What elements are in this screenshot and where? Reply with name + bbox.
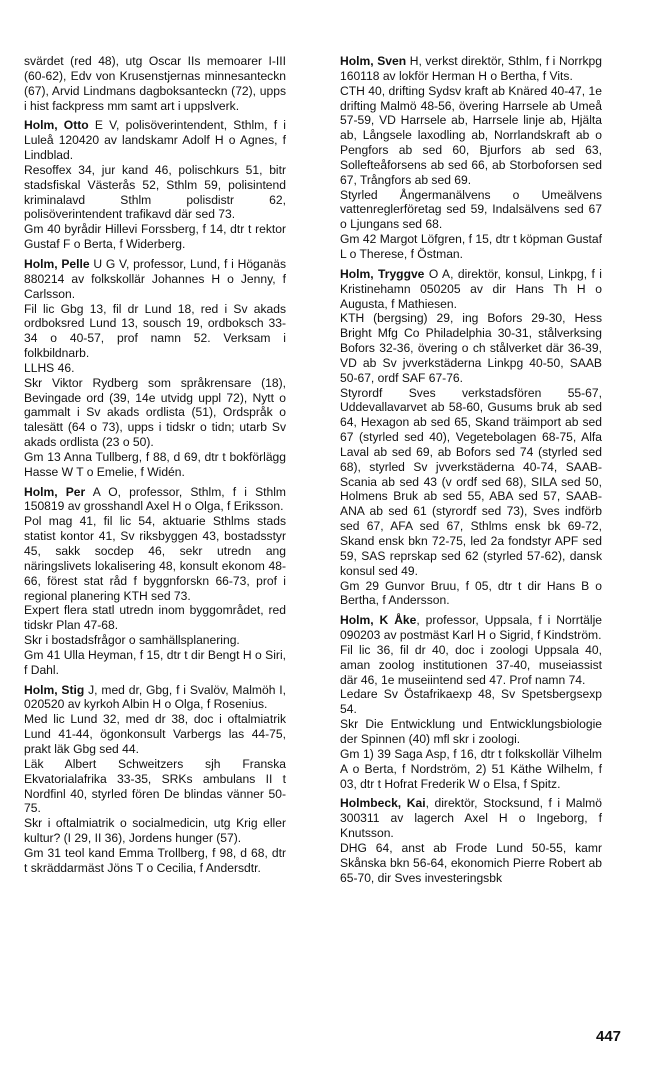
left-column <box>24 54 286 881</box>
entry-lead <box>340 54 602 84</box>
entry-paragraph: Skr i oftalmiatrik o socialmedicin, utg Krig eller kultur? (I 29, II 36), Jordens hunger (57). <box>24 816 286 846</box>
entry-name: Holm, Stig <box>24 682 85 697</box>
entry-paragraph: DHG 64, anst ab Frode Lund 50-55, kamr Skånska bkn 56-64, ekonomich Pierre Robert ab 65-70, dir Sves investeringsbk <box>340 840 602 885</box>
entry-paragraph: Gm 13 Anna Tullberg, f 88, d 69, dtr t bokförlägg Hasse W T o Emelie, f Widén. <box>24 449 286 479</box>
entry-intro: O A, direktör, konsul, Linkpg, f i Kristinehamn 050205 av dir Hans Th H o Augusta, f Mathiesen. <box>340 266 602 311</box>
entry-paragraph: Skr Viktor Rydberg som språkrensare (18), Bevingade ord (39, 14e utvidg uppl 72), Nytt o gammalt i Sv akads ordlista (51), Ordspråk o talesätt (64 o 73), upps i tidskr o tidn; utarb Sv akads ordlista (23 o 50). <box>24 375 286 450</box>
entry-paragraph: LLHS 46. <box>24 360 75 375</box>
entry-paragraph: Gm 29 Gunvor Bruu, f 05, dtr t dir Hans B o Bertha, f Andersson. <box>340 578 602 608</box>
entry-intro: U G V, professor, Lund, f i Höganäs 880214 av folkskollär Johannes H o Jenny, f Carlsson. <box>24 256 286 301</box>
entry-paragraph: svärdet (red 48), utg Oscar IIs memoarer I-III (60-62), Edv von Krusenstjernas minnesanteckn (67), Arvid Lindmans dagboksanteckn (72), upps i hist fackpress mm samt art i uppslverk. <box>24 54 286 113</box>
entry-paragraph: Expert flera statl utredn inom byggområdet, red tidskr Plan 47-68. <box>24 603 286 633</box>
entry-holm-stig <box>24 683 286 876</box>
entry-intro: , professor, Uppsala, f i Norrtälje 090203 av postmäst Karl H o Sigrid, f Kindström. <box>340 613 603 643</box>
entry-paragraph: Gm 42 Margot Löfgren, f 15, dtr t köpman Gustaf L o Therese, f Östman. <box>340 232 602 261</box>
entry-paragraph: Gm 1) 39 Saga Asp, f 16, dtr t folkskollär Vilhelm A o Berta, f Nordström, 2) 51 Käthe Wilhelm, f 03, dtr t Hofrat Frederik W o Elsa, f Spitz. <box>340 746 602 791</box>
entry-lead <box>24 485 286 515</box>
entry-paragraph: Pol mag 41, fil lic 54, aktuarie Sthlms stads statist kontor 41, Sv riksbyggen 43, bostadsstyr 45, sakk socdep 46, sekr utredn ang näringslivets lokalisering 48, konsult ekonom 48-66, förest stat råd f byggnforskn 66-73, prof i regional planering KTH sed 73. <box>24 514 286 603</box>
entry-holm-otto <box>24 118 286 252</box>
entry-paragraph: Skr i bostadsfrågor o samhällsplanering. <box>24 633 240 648</box>
entry-continuation <box>24 54 286 113</box>
entry-name: Holm, Otto <box>24 118 89 133</box>
entry-lead <box>24 683 286 713</box>
entry-paragraph: Läk Albert Schweitzers sjh Franska Ekvatorialafrika 33-35, SRKs ambulans II t Nordfinl 40, styrled fören De blindas vänner 50-75. <box>24 756 286 816</box>
entry-lead <box>340 267 602 312</box>
entry-holm-sven <box>340 54 602 262</box>
entry-paragraph: CTH 40, drifting Sydsv kraft ab Knäred 40-47, 1e drifting Malmö 48-56, övering Harrsele ab Umeå 57-59, VD Harrsele ab, Harrsele linje ab, Hjälta ab, Långsele laxodling ab, Norrlandskraft ab o Pengfors ab sed 60, Bjurfors ab sed 63, Sollefteåforsens ab sed 66, ab Storboforsen sed 67, Trångfors ab sed 69. <box>340 83 602 187</box>
page-number: 447 <box>596 1028 622 1045</box>
entry-intro: J, med dr, Gbg, f i Svalöv, Malmöh I, 020520 av kyrkoh Albin H o Olga, f Rosenius. <box>24 682 286 712</box>
entry-intro: E V, polisöverintendent, Sthlm, f i Luleå 120420 av landskamr Adolf H o Agnes, f Lindblad. <box>24 118 286 163</box>
entry-paragraph: Ledare Sv Östafrikaexp 48, Sv Spetsbergsexp 54. <box>340 687 602 717</box>
entry-holm-per <box>24 485 286 678</box>
entry-name: Holm, Pelle <box>24 256 90 271</box>
entry-holmbeck-kai <box>340 796 602 885</box>
entry-lead <box>24 118 286 163</box>
entry-paragraph: Styrordf Sves verkstadsfören 55-67, Uddevallavarvet ab 58-60, Gusums bruk ab sed 64, Hexagon ab sed 65, Skand träimport ab sed 67 (styrled sed 40), Vegetebolagen 68-75, Alfa Laval ab sed 69, ab Bofors sed 74 (styrled sed 68), styrled Sv jvverkstäderna 40-74, SAAB-Scania ab sed 43 (v ordf sed 68), SILA sed 50, Holmens Bruk ab sed 55, ABA sed 57, SAAB-ANA ab sed 61 (styrordf sed 73), Sves indförb sed 67, AFA sed 67, Sthlms ensk bk 69-72, Skand ensk bkn 72-75, led 2a fondstyr APF sed 59, SAS reprskap sed 62 (styrled 57-62), dansk konsul sed 49. <box>340 385 602 578</box>
entry-lead <box>340 796 602 841</box>
entry-paragraph: Gm 40 byrådir Hillevi Forssberg, f 14, dtr t rektor Gustaf F o Berta, f Widerberg. <box>24 222 286 252</box>
entry-paragraph: KTH (bergsing) 29, ing Bofors 29-30, Hess Bright Mfg Co Philadelphia 30-31, stålverksing Bofors 32-36, övering o ch stålverket där 36-39, VD ab Sv jvverkstäderna Linkpg 40-50, SAAB 50-67, ordf SAF 67-76. <box>340 311 602 385</box>
entry-name: Holm, Tryggve <box>340 266 425 281</box>
entry-name: Holm, Sven <box>340 54 407 68</box>
entry-holm-pelle <box>24 257 286 480</box>
entry-intro: A O, professor, Sthlm, f i Sthlm 150819 av grosshandl Axel H o Olga, f Eriksson. <box>24 484 286 514</box>
entry-name: Holm, Per <box>24 484 86 499</box>
entry-holm-ake <box>340 613 602 791</box>
entry-intro: H, verkst direktör, Sthlm, f i Norrkpg 160118 av lokför Herman H o Bertha, f Vits. <box>340 54 602 83</box>
entry-paragraph: Gm 31 teol kand Emma Trollberg, f 98, d 68, dtr t skräddarmäst Jöns T o Cecilia, f Andersdtr. <box>24 845 286 875</box>
entry-holm-tryggve <box>340 267 602 608</box>
entry-lead <box>24 257 286 302</box>
entry-lead <box>340 613 602 643</box>
entry-paragraph: Fil lic 36, fil dr 40, doc i zoologi Uppsala 40, aman zoolog institutionen 37-40, museiassist där 46, 1e museiintend sed 47. Prof namn 74. <box>340 642 602 687</box>
entry-name: Holmbeck, Kai <box>340 796 426 811</box>
entry-paragraph: Styrled Ångermanälvens o Umeälvens vattenreglerföretag sed 59, Indalsälvens sed 67 o Ljungans sed 68. <box>340 187 602 232</box>
entry-paragraph: Skr Die Entwicklung und Entwicklungsbiologie der Spinnen (40) mfl skr i zoologi. <box>340 717 602 746</box>
entry-paragraph: Resoffex 34, jur kand 46, polischkurs 51, bitr stadsfiskal Västerås 52, Sthlm 59, polisintend kriminalavd Sthlm polisdistr 62, polisöverintendent trafikavd där sed 73. <box>24 162 286 222</box>
right-column <box>340 54 602 890</box>
entry-paragraph: Gm 41 Ulla Heyman, f 15, dtr t dir Bengt H o Siri, f Dahl. <box>24 647 286 677</box>
entry-paragraph: Med lic Lund 32, med dr 38, doc i oftalmiatrik Lund 41-44, ögonkonsult Varbergs las 44-75, prakt läk Gbg sed 44. <box>24 712 286 756</box>
entry-intro: , direktör, Stocksund, f i Malmö 300311 av lagerch Axel H o Ingeborg, f Knutsson. <box>340 796 602 841</box>
entry-paragraph: Fil lic Gbg 13, fil dr Lund 18, red i Sv akads ordboksred Lund 13, sousch 19, ordboksch 33-34 o 40-57, prof namn 52. Verksam i folkbildnarb. <box>24 301 286 361</box>
entry-name: Holm, K Åke <box>340 613 417 628</box>
